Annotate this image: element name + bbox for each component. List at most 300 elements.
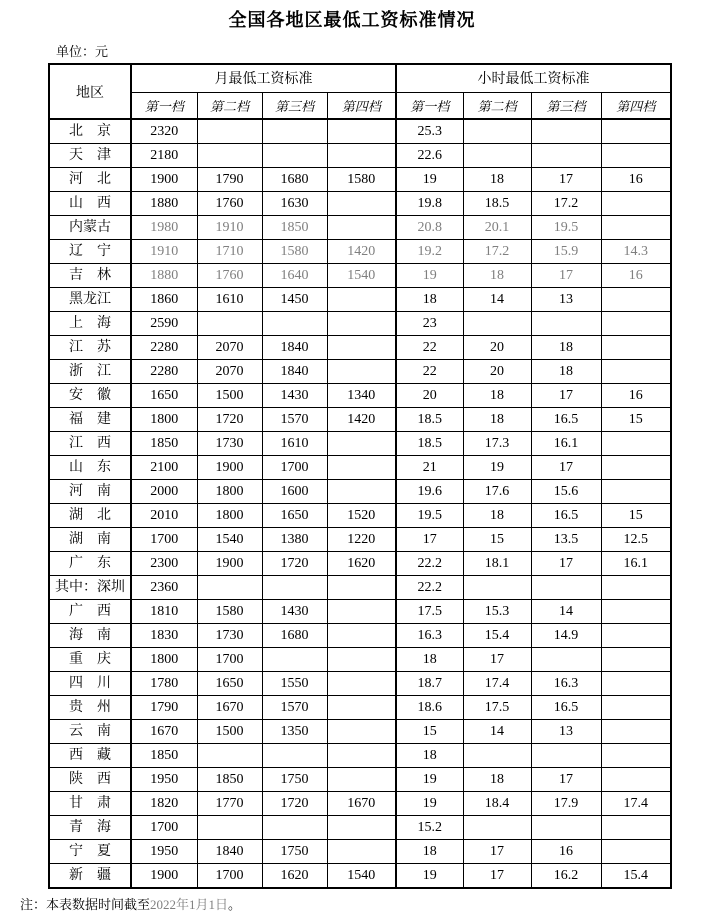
monthly-value-cell: 2010 xyxy=(131,504,197,528)
monthly-value-cell: 1750 xyxy=(262,768,327,792)
monthly-value-cell: 1800 xyxy=(131,408,197,432)
monthly-value-cell: 1750 xyxy=(262,840,327,864)
hourly-value-cell: 22 xyxy=(396,336,463,360)
hourly-value-cell: 19 xyxy=(396,768,463,792)
monthly-value-cell xyxy=(327,192,396,216)
hourly-value-cell: 16.5 xyxy=(531,504,601,528)
table-row xyxy=(49,696,671,720)
hourly-value-cell: 16.2 xyxy=(531,864,601,889)
monthly-value-cell: 1910 xyxy=(197,216,262,240)
hourly-value-cell: 19 xyxy=(463,456,531,480)
monthly-value-cell: 1730 xyxy=(197,432,262,456)
monthly-value-cell: 1620 xyxy=(262,864,327,889)
monthly-value-cell: 1770 xyxy=(197,792,262,816)
hourly-value-cell: 15 xyxy=(601,408,671,432)
table-row xyxy=(49,360,671,384)
hourly-value-cell: 20 xyxy=(463,360,531,384)
monthly-value-cell: 1550 xyxy=(262,672,327,696)
table-row xyxy=(49,240,671,264)
region-cell: 福 建 xyxy=(49,408,131,432)
monthly-value-cell xyxy=(327,600,396,624)
monthly-value-cell: 1790 xyxy=(197,168,262,192)
monthly-value-cell: 1810 xyxy=(131,600,197,624)
hourly-value-cell: 18 xyxy=(396,288,463,312)
hourly-value-cell: 19.5 xyxy=(531,216,601,240)
monthly-value-cell: 1380 xyxy=(262,528,327,552)
hourly-value-cell: 22.6 xyxy=(396,144,463,168)
hourly-value-cell: 14.3 xyxy=(601,240,671,264)
table-row xyxy=(49,264,671,288)
table-row xyxy=(49,192,671,216)
monthly-value-cell: 1350 xyxy=(262,720,327,744)
region-header-cell: 地区 xyxy=(49,64,131,119)
hourly-value-cell: 20.1 xyxy=(463,216,531,240)
hourly-value-cell xyxy=(463,576,531,600)
hourly-value-cell: 18 xyxy=(463,504,531,528)
hourly-value-cell: 16.1 xyxy=(531,432,601,456)
region-cell: 浙 江 xyxy=(49,360,131,384)
hourly-value-cell: 18 xyxy=(396,648,463,672)
hourly-value-cell xyxy=(601,456,671,480)
monthly-value-cell: 1840 xyxy=(262,336,327,360)
monthly-value-cell: 2360 xyxy=(131,576,197,600)
monthly-value-cell xyxy=(327,312,396,336)
hourly-value-cell: 17 xyxy=(531,168,601,192)
hourly-value-cell xyxy=(601,480,671,504)
hourly-value-cell: 17 xyxy=(531,264,601,288)
monthly-value-cell xyxy=(327,696,396,720)
table-row xyxy=(49,792,671,816)
region-cell: 内蒙古 xyxy=(49,216,131,240)
hourly-value-cell: 15 xyxy=(463,528,531,552)
hourly-value-cell xyxy=(531,816,601,840)
hourly-value-cell: 18 xyxy=(463,264,531,288)
table-row xyxy=(49,288,671,312)
region-cell: 河 北 xyxy=(49,168,131,192)
table-row xyxy=(49,312,671,336)
region-cell: 贵 州 xyxy=(49,696,131,720)
monthly-value-cell: 1220 xyxy=(327,528,396,552)
hourly-value-cell: 18.5 xyxy=(396,432,463,456)
hourly-value-cell: 16 xyxy=(601,384,671,408)
region-cell: 山 西 xyxy=(49,192,131,216)
monthly-value-cell xyxy=(327,744,396,768)
hourly-value-cell: 17.6 xyxy=(463,480,531,504)
monthly-value-cell xyxy=(197,119,262,144)
monthly-value-cell xyxy=(262,816,327,840)
table-row xyxy=(49,144,671,168)
monthly-value-cell xyxy=(327,648,396,672)
hourly-value-cell xyxy=(463,119,531,144)
monthly-value-cell xyxy=(327,624,396,648)
monthly-value-cell: 1610 xyxy=(262,432,327,456)
monthly-value-cell: 1420 xyxy=(327,240,396,264)
monthly-value-cell: 1580 xyxy=(197,600,262,624)
table-row xyxy=(49,600,671,624)
monthly-value-cell xyxy=(327,720,396,744)
region-cell: 江 苏 xyxy=(49,336,131,360)
monthly-value-cell: 1780 xyxy=(131,672,197,696)
monthly-value-cell: 1730 xyxy=(197,624,262,648)
monthly-value-cell: 1650 xyxy=(262,504,327,528)
tier-header-cell: 第三档 xyxy=(262,92,327,119)
hourly-value-cell xyxy=(601,216,671,240)
monthly-value-cell xyxy=(327,768,396,792)
hourly-value-cell: 17 xyxy=(396,528,463,552)
monthly-value-cell: 1430 xyxy=(262,600,327,624)
hourly-value-cell: 18.7 xyxy=(396,672,463,696)
hourly-value-cell: 20.8 xyxy=(396,216,463,240)
monthly-value-cell: 1650 xyxy=(197,672,262,696)
region-cell: 陕 西 xyxy=(49,768,131,792)
table-row xyxy=(49,216,671,240)
hourly-value-cell: 17 xyxy=(463,648,531,672)
hourly-value-cell: 15.4 xyxy=(463,624,531,648)
region-cell: 新 疆 xyxy=(49,864,131,889)
table-row xyxy=(49,864,671,889)
table-row xyxy=(49,744,671,768)
hourly-value-cell: 16.5 xyxy=(531,696,601,720)
monthly-value-cell: 1580 xyxy=(262,240,327,264)
tier-header-cell: 第一档 xyxy=(131,92,197,119)
monthly-value-cell: 1620 xyxy=(327,552,396,576)
hourly-value-cell: 16.5 xyxy=(531,408,601,432)
monthly-value-cell: 1600 xyxy=(262,480,327,504)
hourly-value-cell xyxy=(601,600,671,624)
hourly-value-cell xyxy=(463,144,531,168)
hourly-value-cell xyxy=(601,432,671,456)
monthly-value-cell: 1720 xyxy=(262,552,327,576)
monthly-value-cell xyxy=(327,336,396,360)
monthly-value-cell: 2070 xyxy=(197,360,262,384)
monthly-value-cell: 2070 xyxy=(197,336,262,360)
monthly-value-cell: 1850 xyxy=(197,768,262,792)
hourly-value-cell: 18.6 xyxy=(396,696,463,720)
monthly-value-cell: 2280 xyxy=(131,336,197,360)
region-cell: 上 海 xyxy=(49,312,131,336)
hourly-value-cell: 22 xyxy=(396,360,463,384)
monthly-value-cell: 1700 xyxy=(197,648,262,672)
table-row xyxy=(49,528,671,552)
hourly-value-cell: 18 xyxy=(463,768,531,792)
table-row xyxy=(49,672,671,696)
hourly-value-cell: 18.4 xyxy=(463,792,531,816)
monthly-value-cell: 1900 xyxy=(131,168,197,192)
tier-header-cell: 第三档 xyxy=(531,92,601,119)
region-cell: 黑龙江 xyxy=(49,288,131,312)
hourly-value-cell xyxy=(601,672,671,696)
hourly-value-cell: 18.1 xyxy=(463,552,531,576)
monthly-value-cell: 1850 xyxy=(131,744,197,768)
wage-table xyxy=(48,63,672,889)
table-row xyxy=(49,432,671,456)
hourly-value-cell: 22.2 xyxy=(396,576,463,600)
table-row xyxy=(49,624,671,648)
table-row xyxy=(49,840,671,864)
hourly-value-cell: 15.6 xyxy=(531,480,601,504)
monthly-value-cell: 1880 xyxy=(131,264,197,288)
hourly-value-cell: 16.1 xyxy=(601,552,671,576)
footnote-suffix: 。 xyxy=(228,897,242,912)
hourly-value-cell xyxy=(463,744,531,768)
hourly-value-cell: 18 xyxy=(396,744,463,768)
hourly-value-cell xyxy=(601,648,671,672)
monthly-value-cell: 1720 xyxy=(262,792,327,816)
hourly-value-cell: 18 xyxy=(463,408,531,432)
hourly-value-cell: 18 xyxy=(463,384,531,408)
hourly-value-cell: 15.3 xyxy=(463,600,531,624)
monthly-value-cell xyxy=(197,744,262,768)
hourly-value-cell: 19 xyxy=(396,168,463,192)
hourly-value-cell: 15.9 xyxy=(531,240,601,264)
monthly-value-cell xyxy=(262,576,327,600)
monthly-value-cell: 1760 xyxy=(197,192,262,216)
monthly-value-cell: 1980 xyxy=(131,216,197,240)
monthly-value-cell xyxy=(197,816,262,840)
region-cell: 西 藏 xyxy=(49,744,131,768)
monthly-value-cell xyxy=(197,144,262,168)
region-cell: 四 川 xyxy=(49,672,131,696)
monthly-value-cell: 1800 xyxy=(197,480,262,504)
table-row xyxy=(49,648,671,672)
hourly-value-cell: 16.3 xyxy=(531,672,601,696)
monthly-value-cell: 1640 xyxy=(262,264,327,288)
monthly-value-cell: 2320 xyxy=(131,119,197,144)
hourly-value-cell: 17.5 xyxy=(463,696,531,720)
hourly-value-cell: 17 xyxy=(531,384,601,408)
monthly-value-cell: 1430 xyxy=(262,384,327,408)
monthly-value-cell: 1540 xyxy=(197,528,262,552)
table-row xyxy=(49,816,671,840)
table-row xyxy=(49,336,671,360)
hourly-value-cell xyxy=(531,119,601,144)
hourly-value-cell xyxy=(601,192,671,216)
monthly-value-cell: 1910 xyxy=(131,240,197,264)
monthly-value-cell: 1580 xyxy=(327,168,396,192)
hourly-value-cell xyxy=(531,648,601,672)
region-cell: 云 南 xyxy=(49,720,131,744)
monthly-value-cell xyxy=(327,144,396,168)
hourly-value-cell: 17 xyxy=(463,840,531,864)
hourly-value-cell: 15.2 xyxy=(396,816,463,840)
hourly-value-cell: 15 xyxy=(396,720,463,744)
table-row xyxy=(49,456,671,480)
monthly-value-cell xyxy=(327,480,396,504)
hourly-value-cell: 15 xyxy=(601,504,671,528)
table-row xyxy=(49,119,671,144)
hourly-value-cell: 15.4 xyxy=(601,864,671,889)
hourly-value-cell xyxy=(601,696,671,720)
hourly-value-cell: 19 xyxy=(396,264,463,288)
hourly-value-cell: 19.8 xyxy=(396,192,463,216)
hourly-value-cell xyxy=(601,744,671,768)
hourly-value-cell: 19.6 xyxy=(396,480,463,504)
hourly-value-cell xyxy=(601,360,671,384)
monthly-value-cell xyxy=(327,576,396,600)
monthly-value-cell: 1500 xyxy=(197,384,262,408)
hourly-header-cell: 小时最低工资标准 xyxy=(396,64,671,92)
tier-header-cell: 第四档 xyxy=(327,92,396,119)
hourly-value-cell xyxy=(601,288,671,312)
monthly-value-cell: 2000 xyxy=(131,480,197,504)
hourly-value-cell: 21 xyxy=(396,456,463,480)
monthly-value-cell xyxy=(262,648,327,672)
hourly-value-cell: 23 xyxy=(396,312,463,336)
monthly-value-cell: 1900 xyxy=(197,456,262,480)
table-row xyxy=(49,504,671,528)
monthly-value-cell: 1680 xyxy=(262,168,327,192)
monthly-value-cell: 1850 xyxy=(262,216,327,240)
hourly-value-cell xyxy=(601,336,671,360)
region-cell: 江 西 xyxy=(49,432,131,456)
monthly-value-cell: 1830 xyxy=(131,624,197,648)
region-cell: 安 徽 xyxy=(49,384,131,408)
monthly-value-cell: 1790 xyxy=(131,696,197,720)
region-cell: 宁 夏 xyxy=(49,840,131,864)
hourly-value-cell: 13 xyxy=(531,720,601,744)
monthly-value-cell: 1670 xyxy=(131,720,197,744)
hourly-value-cell: 16.3 xyxy=(396,624,463,648)
hourly-value-cell xyxy=(601,576,671,600)
table-row xyxy=(49,480,671,504)
hourly-value-cell xyxy=(601,816,671,840)
region-cell: 青 海 xyxy=(49,816,131,840)
monthly-value-cell: 1340 xyxy=(327,384,396,408)
monthly-value-cell xyxy=(327,816,396,840)
monthly-value-cell: 1500 xyxy=(197,720,262,744)
region-cell: 广 西 xyxy=(49,600,131,624)
monthly-value-cell: 1840 xyxy=(262,360,327,384)
region-cell: 山 东 xyxy=(49,456,131,480)
hourly-value-cell: 18 xyxy=(396,840,463,864)
monthly-value-cell: 1700 xyxy=(131,528,197,552)
monthly-value-cell: 2590 xyxy=(131,312,197,336)
monthly-value-cell: 1540 xyxy=(327,264,396,288)
header-tier-row xyxy=(49,92,671,119)
hourly-value-cell: 20 xyxy=(463,336,531,360)
monthly-value-cell: 1710 xyxy=(197,240,262,264)
hourly-value-cell: 17 xyxy=(531,552,601,576)
hourly-value-cell: 20 xyxy=(396,384,463,408)
monthly-value-cell: 2280 xyxy=(131,360,197,384)
hourly-value-cell xyxy=(601,119,671,144)
monthly-value-cell xyxy=(327,840,396,864)
hourly-value-cell: 19.2 xyxy=(396,240,463,264)
hourly-value-cell: 18 xyxy=(531,336,601,360)
footnote-date: 2022年1月1日 xyxy=(150,897,229,912)
monthly-value-cell xyxy=(262,144,327,168)
hourly-value-cell xyxy=(463,312,531,336)
region-cell: 湖 南 xyxy=(49,528,131,552)
hourly-value-cell: 18 xyxy=(531,360,601,384)
region-cell: 北 京 xyxy=(49,119,131,144)
hourly-value-cell: 19 xyxy=(396,864,463,889)
tier-header-cell: 第一档 xyxy=(396,92,463,119)
table-row xyxy=(49,384,671,408)
hourly-value-cell: 17.5 xyxy=(396,600,463,624)
monthly-value-cell: 1880 xyxy=(131,192,197,216)
monthly-value-cell: 1540 xyxy=(327,864,396,889)
unit-label: 单位：元 xyxy=(56,44,109,59)
hourly-value-cell: 14.9 xyxy=(531,624,601,648)
hourly-value-cell: 13 xyxy=(531,288,601,312)
region-cell: 天 津 xyxy=(49,144,131,168)
hourly-value-cell: 17.4 xyxy=(601,792,671,816)
table-row xyxy=(49,576,671,600)
hourly-value-cell: 14 xyxy=(463,288,531,312)
hourly-value-cell: 17.3 xyxy=(463,432,531,456)
region-cell: 辽 宁 xyxy=(49,240,131,264)
hourly-value-cell: 14 xyxy=(463,720,531,744)
monthly-value-cell xyxy=(327,672,396,696)
hourly-value-cell: 17.9 xyxy=(531,792,601,816)
hourly-value-cell: 19.5 xyxy=(396,504,463,528)
hourly-value-cell: 19 xyxy=(396,792,463,816)
hourly-value-cell: 14 xyxy=(531,600,601,624)
monthly-value-cell: 1420 xyxy=(327,408,396,432)
monthly-value-cell: 1840 xyxy=(197,840,262,864)
monthly-value-cell xyxy=(327,456,396,480)
hourly-value-cell xyxy=(531,144,601,168)
hourly-value-cell: 12.5 xyxy=(601,528,671,552)
hourly-value-cell: 18.5 xyxy=(463,192,531,216)
monthly-value-cell: 2180 xyxy=(131,144,197,168)
header-group-row xyxy=(49,64,671,92)
monthly-value-cell: 1630 xyxy=(262,192,327,216)
region-cell: 海 南 xyxy=(49,624,131,648)
monthly-value-cell: 1610 xyxy=(197,288,262,312)
hourly-value-cell xyxy=(531,312,601,336)
monthly-value-cell: 1900 xyxy=(131,864,197,889)
monthly-value-cell xyxy=(197,312,262,336)
monthly-value-cell xyxy=(327,360,396,384)
page-title: 全国各地区最低工资标准情况 xyxy=(228,10,476,30)
footnote xyxy=(20,894,704,913)
region-cell: 重 庆 xyxy=(49,648,131,672)
monthly-value-cell xyxy=(327,216,396,240)
hourly-value-cell: 16 xyxy=(531,840,601,864)
hourly-value-cell xyxy=(601,768,671,792)
hourly-value-cell: 17 xyxy=(531,456,601,480)
monthly-value-cell: 1650 xyxy=(131,384,197,408)
hourly-value-cell: 16 xyxy=(601,264,671,288)
tier-header-cell: 第四档 xyxy=(601,92,671,119)
monthly-value-cell xyxy=(327,119,396,144)
hourly-value-cell xyxy=(531,744,601,768)
monthly-value-cell: 1800 xyxy=(131,648,197,672)
monthly-value-cell: 1700 xyxy=(262,456,327,480)
tier-header-cell: 第二档 xyxy=(197,92,262,119)
monthly-value-cell: 1570 xyxy=(262,408,327,432)
monthly-value-cell: 1700 xyxy=(197,864,262,889)
hourly-value-cell: 18.5 xyxy=(396,408,463,432)
monthly-value-cell xyxy=(262,312,327,336)
hourly-value-cell: 25.3 xyxy=(396,119,463,144)
hourly-value-cell: 22.2 xyxy=(396,552,463,576)
hourly-value-cell: 17.4 xyxy=(463,672,531,696)
hourly-value-cell xyxy=(601,624,671,648)
table-row xyxy=(49,408,671,432)
region-cell: 其中：深圳 xyxy=(49,576,131,600)
hourly-value-cell xyxy=(531,576,601,600)
hourly-value-cell: 17 xyxy=(463,864,531,889)
monthly-value-cell: 1950 xyxy=(131,840,197,864)
table-row xyxy=(49,552,671,576)
monthly-value-cell: 1760 xyxy=(197,264,262,288)
monthly-value-cell: 2300 xyxy=(131,552,197,576)
monthly-value-cell xyxy=(327,288,396,312)
region-cell: 湖 北 xyxy=(49,504,131,528)
